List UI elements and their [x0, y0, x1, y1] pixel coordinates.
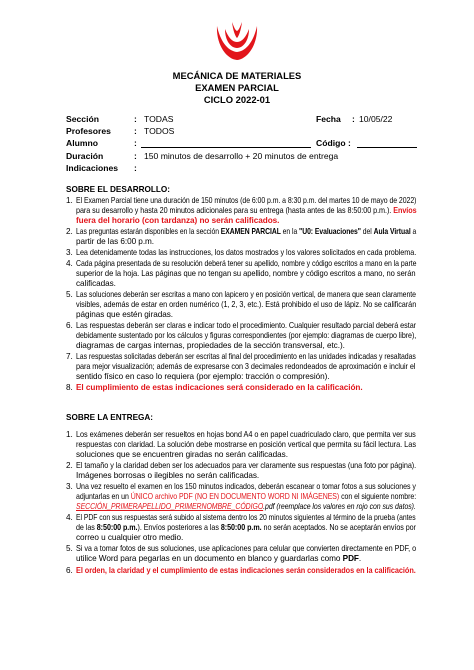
list-number: 3.	[66, 482, 73, 491]
list-item-line: calificadas.	[76, 279, 116, 288]
upc-logo-icon	[214, 18, 260, 62]
profesores-value: TODOS	[144, 126, 175, 136]
seccion-value: TODAS	[144, 114, 174, 124]
list-item-line: Una vez resuelto el examen en los 150 minutos indicados, deberán escanear o tomar fotos a sus soluciones y	[76, 482, 416, 491]
list-item-line: superior de la hoja. Las páginas que no tengan su apellido, nombre y código escritos a mano, no serán	[76, 269, 416, 278]
list-number: 3.	[66, 248, 73, 257]
list-item-line: correo u cualquier otro medio.	[76, 533, 184, 542]
list-number: 8.	[66, 383, 73, 392]
list-item-line: El Examen Parcial tiene una duración de 150 minutos (de 6:00 p.m. a 8:30 p.m. del martes 10 de mayo de 2022)	[76, 196, 417, 205]
list-item-line: Lea detenidamente todas las instrucciones, los datos mostrados y los valores solicitados en cada problema.	[76, 248, 417, 257]
list-item-line: sentido físico en caso lo requiera (por ejemplo: tracción o compresión).	[76, 372, 330, 381]
list-number: 7.	[66, 352, 73, 361]
exam-title: EXAMEN PARCIAL	[195, 82, 279, 93]
fecha-label: Fecha	[316, 114, 341, 124]
list-number: 2.	[66, 461, 73, 470]
list-number: 1.	[66, 430, 73, 439]
duracion-value: 150 minutos de desarrollo + 20 minutos de entrega	[144, 151, 339, 161]
list-number: 1.	[66, 196, 73, 205]
indicaciones-colon: :	[134, 163, 137, 173]
list-item-line: debidamente sustentado por los cálculos y figuras correspondientes (por ejemplo: diagramas de cuerpo libre),	[76, 331, 417, 340]
list-item-line: páginas que estén giradas.	[76, 310, 174, 319]
alumno-colon: :	[134, 138, 137, 148]
list-item-line: Los exámenes deberán ser resueltos en hojas bond A4 o en papel cuadriculado claro, que permita ver sus	[76, 430, 416, 439]
seccion-colon: :	[134, 114, 137, 124]
profesores-colon: :	[134, 126, 137, 136]
list-item-line: Las soluciones deberán ser escritas a mano con lapicero y en posición vertical, de manera que sean claramente	[76, 290, 416, 299]
list-item-line: utilice Word para pegarlas en un documento en blanco y guardarlas como PDF.	[76, 554, 362, 563]
alumno-line	[141, 147, 311, 148]
codigo-label: Código :	[316, 138, 351, 148]
list-item-line: fuera del horario (con tardanza) no serán calificados.	[76, 216, 280, 225]
fecha-value: 10/05/22	[359, 114, 393, 124]
list-item-line: de las 8:50:00 p.m.). Envíos posteriores a las 8:50:00 p.m. no serán aceptados. No se aceptarán envíos por	[76, 523, 416, 532]
list-item-line: Imágenes borrosas o ilegibles no serán calificadas.	[76, 471, 260, 480]
list-item-line: El tamaño y la claridad deben ser los adecuados para ver claramente sus respuestas (una foto por página).	[76, 461, 417, 470]
list-item-line: diagramas de cargas internas, propiedades de la sección transversal, etc.).	[76, 341, 345, 350]
duracion-colon: :	[134, 151, 137, 161]
alumno-label: Alumno	[66, 138, 98, 148]
list-item-line: Las respuestas deberán ser claras e indicar todo el procedimiento. Cualquier resultado parcial deberá estar	[76, 321, 417, 330]
list-item-line: para su desarrollo y hasta 20 minutos adicionales para su entrega (hasta antes de las 8:50:00 p.m.). Envíos	[76, 206, 417, 215]
list-number: 6.	[66, 321, 73, 330]
list-number: 4.	[66, 259, 73, 268]
codigo-line	[357, 147, 417, 148]
list-item-line: partir de las 6:00 p.m.	[76, 237, 155, 246]
desarrollo-heading: SOBRE EL DESARROLLO:	[66, 185, 171, 194]
fecha-colon: :	[352, 114, 355, 124]
list-number: 5.	[66, 544, 73, 553]
list-number: 5.	[66, 290, 73, 299]
list-item-line: Las preguntas estarán disponibles en la sección EXAMEN PARCIAL en la "U0: Evaluaciones" del Aula Virtual a	[76, 227, 417, 236]
list-item-line: Si va a tomar fotos de sus soluciones, use aplicaciones para celular que convierten directamente en PDF, o	[76, 544, 417, 553]
list-item-line: SECCIÓN_PRIMERAPELLIDO_PRIMERNOMBRE_CÓDIGO.pdf (reemplace los valores en rojo con sus datos).	[76, 502, 416, 511]
list-number: 6.	[66, 566, 73, 575]
indicaciones-label: Indicaciones	[66, 163, 119, 173]
duracion-label: Duración	[66, 151, 104, 161]
list-item-line: respuestas con claridad. La solución debe mostrarse en posición vertical que permita su fácil lectura. Las	[76, 440, 416, 449]
list-item-line: Cada página presentada de su resolución deberá tener su apellido, nombre y código escritos a mano en la parte	[76, 259, 417, 268]
list-item-line: El PDF con sus respuestas será subido al sistema dentro los 20 minutos siguientes al término de la prueba (antes	[76, 513, 416, 522]
cycle-title: CICLO 2022-01	[203, 94, 271, 105]
list-item-line: adjuntarlas en un ÚNICO archivo PDF (NO EN DOCUMENTO WORD NI IMÁGENES) con el siguiente nombre:	[76, 492, 417, 501]
profesores-label: Profesores	[66, 126, 111, 136]
entrega-heading: SOBRE LA ENTREGA:	[66, 413, 154, 422]
list-item-line: Las respuestas solicitadas deberán ser escritas al final del procedimiento en las unidades indicadas y resaltadas	[76, 352, 416, 361]
list-number: 2.	[66, 227, 73, 236]
list-item-line: para mejor visualización; además de expresarse con 3 decimales redondeados de aproximación e incluir el	[76, 362, 416, 371]
list-item-line: visibles, además de estar en orden numérico (1, 2, 3, etc.). Está prohibido el uso de lápiz. No se calificarán	[76, 300, 417, 309]
list-item-line: El orden, la claridad y el cumplimiento de estas indicaciones serán considerados en la calificación.	[76, 566, 416, 575]
list-item-line: soluciones que se encuentren giradas no serán calificadas.	[76, 450, 288, 459]
course-title: MECÁNICA DE MATERIALES	[172, 70, 302, 81]
seccion-label: Sección	[66, 114, 99, 124]
list-item-line: El cumplimiento de estas indicaciones será considerado en la calificación.	[76, 383, 363, 392]
list-number: 4.	[66, 513, 73, 522]
